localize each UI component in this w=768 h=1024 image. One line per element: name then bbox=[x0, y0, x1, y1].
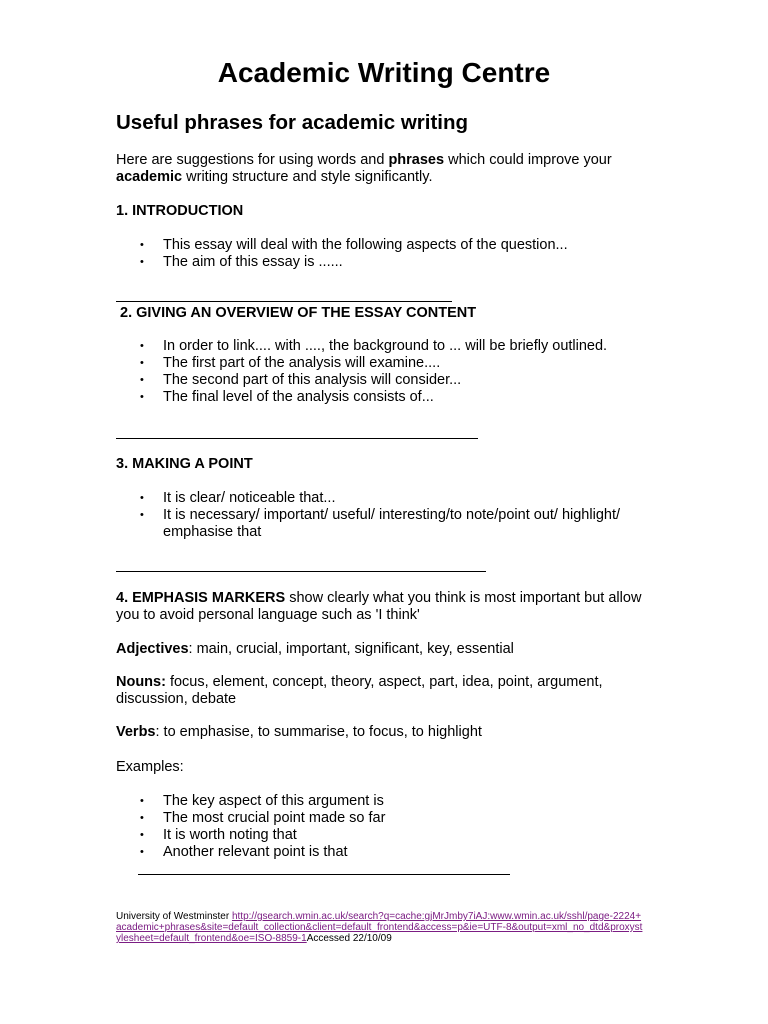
intro-paragraph bbox=[116, 152, 656, 186]
bullet-icon: • bbox=[140, 340, 144, 352]
list-item bbox=[116, 490, 656, 507]
section1-list bbox=[116, 237, 656, 271]
page-subtitle: Useful phrases for academic writing bbox=[116, 111, 469, 134]
nouns-label: Nouns: bbox=[116, 674, 166, 690]
bullet-icon: • bbox=[140, 795, 144, 807]
list-item-text: The second part of this analysis will consider... bbox=[163, 372, 462, 388]
list-item-text: The final level of the analysis consists of... bbox=[163, 389, 434, 405]
bullet-icon: • bbox=[140, 492, 144, 504]
list-item bbox=[116, 810, 656, 827]
nouns-text: focus, element, concept, theory, aspect, part, idea, point, argument, discussion, debate bbox=[116, 674, 603, 707]
intro-text: writing structure and style significantly. bbox=[182, 169, 433, 185]
examples-list bbox=[116, 793, 656, 861]
section1-heading: 1. INTRODUCTION bbox=[116, 203, 244, 219]
intro-text: Here are suggestions for using words and bbox=[116, 152, 389, 168]
adjectives-label: Adjectives bbox=[116, 641, 189, 657]
section3-heading: 3. MAKING A POINT bbox=[116, 456, 253, 472]
section3-list bbox=[116, 490, 656, 541]
intro-bold-phrases: phrases bbox=[388, 152, 445, 168]
verbs-line bbox=[116, 724, 656, 741]
verbs-text: : to emphasise, to summarise, to focus, to highlight bbox=[155, 724, 482, 740]
divider-line bbox=[116, 301, 452, 302]
list-item bbox=[116, 237, 656, 254]
intro-bold-academic: academic bbox=[116, 169, 183, 185]
list-item-text: The key aspect of this argument is bbox=[163, 793, 384, 809]
adjectives-line bbox=[116, 641, 656, 658]
list-item bbox=[116, 338, 656, 355]
adjectives-text: : main, crucial, important, significant, key, essential bbox=[188, 641, 514, 657]
intro-text: which could improve your bbox=[444, 152, 612, 168]
footer-accessed-date: Accessed 22/10/09 bbox=[306, 933, 392, 944]
nouns-line bbox=[116, 674, 656, 708]
verbs-label: Verbs bbox=[116, 724, 156, 740]
bullet-icon: • bbox=[140, 812, 144, 824]
page-title: Academic Writing Centre bbox=[217, 57, 551, 88]
list-item-text: The aim of this essay is ...... bbox=[163, 254, 343, 270]
list-item-text: The first part of the analysis will examine.... bbox=[163, 355, 441, 371]
list-item-text: It is clear/ noticeable that... bbox=[163, 490, 336, 506]
list-item bbox=[116, 372, 656, 389]
bullet-icon: • bbox=[140, 239, 144, 251]
section4-intro bbox=[116, 590, 656, 624]
divider-line bbox=[138, 874, 510, 875]
section2-heading: 2. GIVING AN OVERVIEW OF THE ESSAY CONTENT bbox=[120, 305, 477, 321]
list-item-text: This essay will deal with the following aspects of the question... bbox=[163, 237, 568, 253]
bullet-icon: • bbox=[140, 391, 144, 403]
section2-list bbox=[116, 338, 656, 406]
bullet-icon: • bbox=[140, 509, 144, 521]
bullet-icon: • bbox=[140, 357, 144, 369]
list-item-text: In order to link.... with ...., the background to ... will be briefly outlined. bbox=[163, 338, 608, 354]
divider-line bbox=[116, 438, 478, 439]
list-item bbox=[116, 355, 656, 372]
divider-line bbox=[116, 571, 486, 572]
bullet-icon: • bbox=[140, 846, 144, 858]
list-item-text: Another relevant point is that bbox=[163, 844, 348, 860]
list-item-text: It is worth noting that bbox=[163, 827, 297, 843]
list-item bbox=[116, 389, 656, 406]
list-item-text: It is necessary/ important/ useful/ interesting/to note/point out/ highlight/ emphasise that bbox=[163, 507, 621, 540]
section4-intro-text: show clearly what you think is most important but allow you to avoid personal language such as 'I think' bbox=[116, 590, 642, 623]
list-item bbox=[116, 844, 656, 861]
examples-label: Examples: bbox=[116, 759, 184, 775]
section4-heading: 4. EMPHASIS MARKERS bbox=[116, 590, 286, 606]
list-item bbox=[116, 507, 656, 541]
list-item bbox=[116, 827, 656, 844]
bullet-icon: • bbox=[140, 374, 144, 386]
list-item-text: The most crucial point made so far bbox=[163, 810, 386, 826]
list-item bbox=[116, 793, 656, 810]
list-item bbox=[116, 254, 656, 271]
footer-source: University of Westminster bbox=[116, 911, 232, 922]
footer-citation bbox=[116, 911, 646, 944]
bullet-icon: • bbox=[140, 256, 144, 268]
bullet-icon: • bbox=[140, 829, 144, 841]
source-link[interactable]: http://gsearch.wmin.ac.uk/search?q=cache:gjMrJmby7iAJ:www.wmin.ac.uk/sshl/page-2224+academic+phrases&site=default_collection&client=default_frontend&access=p&ie=UTF-8&output=xml_no_dtd&proxystylesheet=default_frontend&oe=ISO-8859-1 bbox=[116, 911, 643, 944]
